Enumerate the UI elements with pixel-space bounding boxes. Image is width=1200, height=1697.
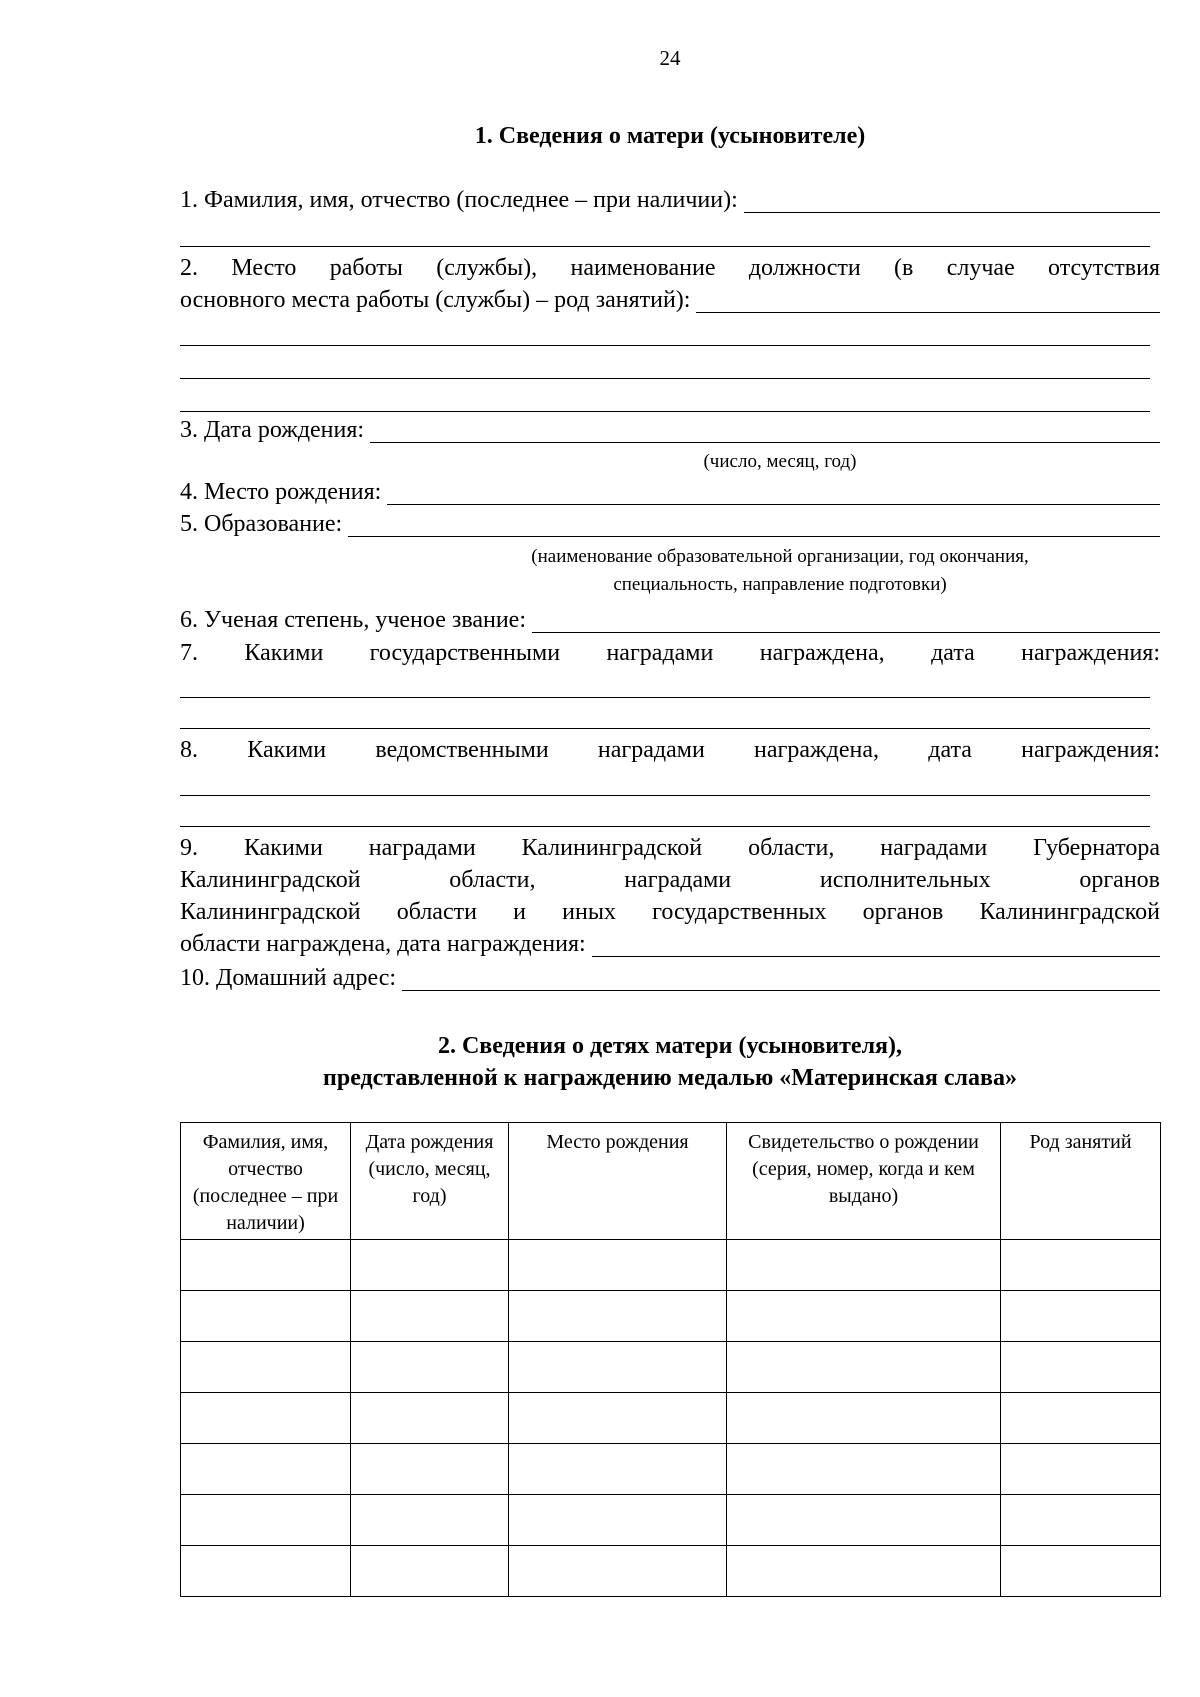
regional-awards-label-1: 9. Какими наградами Калининградской области, наградами Губернатора [180, 835, 1160, 861]
table-cell[interactable] [1001, 1342, 1161, 1393]
table-cell[interactable] [351, 1444, 509, 1495]
section-2-title-1: 2. Сведения о детях матери (усыновителя), [437, 1033, 903, 1059]
regional-awards-label-4: области награждена, дата награждения: [180, 931, 586, 957]
table-cell[interactable] [509, 1240, 727, 1291]
children-table [180, 1122, 1161, 1597]
table-cell[interactable] [351, 1495, 509, 1546]
table-cell[interactable] [727, 1240, 1001, 1291]
regional-awards-label-3: Калининградской области и иных государственных органов Калининградской [180, 899, 1160, 925]
table-cell[interactable] [509, 1342, 727, 1393]
table-cell[interactable] [509, 1546, 727, 1597]
home-address-input-line[interactable] [402, 990, 1160, 991]
full-name-extra-line[interactable] [180, 246, 1150, 247]
education-input-line[interactable] [348, 536, 1160, 537]
home-address-field [180, 962, 1160, 994]
state-awards-line-2[interactable] [180, 728, 1150, 729]
table-cell[interactable] [351, 1240, 509, 1291]
state-awards-label: 7. Какими государственными наградами награждена, дата награждения: [180, 640, 1160, 666]
home-address-label: 10. Домашний адрес: [180, 965, 397, 991]
table-cell[interactable] [1001, 1495, 1161, 1546]
degree-label: 6. Ученая степень, ученое звание: [180, 607, 526, 633]
table-cell[interactable] [727, 1291, 1001, 1342]
table-row [181, 1291, 1161, 1342]
birth-date-input-line[interactable] [370, 442, 1160, 443]
workplace-label-line2: основного места работы (службы) – род занятий): [180, 287, 691, 313]
regional-awards-input-line[interactable] [592, 956, 1160, 957]
table-header-row [181, 1123, 1161, 1240]
col-header-name: Фамилия, имя, отчество (последнее – при наличии) [181, 1123, 351, 1240]
table-cell[interactable] [1001, 1240, 1161, 1291]
table-cell[interactable] [727, 1444, 1001, 1495]
departmental-awards-line-2[interactable] [180, 826, 1150, 827]
table-cell[interactable] [181, 1546, 351, 1597]
table-cell[interactable] [181, 1444, 351, 1495]
education-field [180, 508, 1160, 540]
table-cell[interactable] [1001, 1444, 1161, 1495]
state-awards-line-1[interactable] [180, 697, 1150, 698]
table-cell[interactable] [181, 1240, 351, 1291]
birth-date-hint: (число, месяц, год) [703, 451, 857, 472]
birth-place-label: 4. Место рождения: [180, 479, 382, 505]
departmental-awards-line-1[interactable] [180, 795, 1150, 796]
table-cell[interactable] [351, 1342, 509, 1393]
workplace-field [180, 284, 1160, 316]
table-cell[interactable] [351, 1546, 509, 1597]
birth-place-input-line[interactable] [387, 504, 1160, 505]
departmental-awards-label: 8. Какими ведомственными наградами награждена, дата награждения: [180, 737, 1160, 763]
education-hint-2: специальность, направление подготовки) [613, 574, 947, 595]
table-row [181, 1342, 1161, 1393]
education-hint-1: (наименование образовательной организации, год окончания, [531, 546, 1029, 567]
education-label: 5. Образование: [180, 511, 343, 537]
table-cell[interactable] [351, 1291, 509, 1342]
table-row [181, 1393, 1161, 1444]
table-row [181, 1495, 1161, 1546]
full-name-label: 1. Фамилия, имя, отчество (последнее – при наличии): [180, 187, 738, 213]
degree-field [180, 604, 1160, 636]
col-header-birth-place: Место рождения [509, 1123, 727, 1240]
full-name-field [180, 184, 1160, 216]
col-header-birth-date: Дата рождения (число, месяц, год) [351, 1123, 509, 1240]
workplace-extra-line-1[interactable] [180, 345, 1150, 346]
workplace-extra-line-3[interactable] [180, 411, 1150, 412]
col-header-certificate: Свидетельство о рождении (серия, номер, когда и кем выдано) [727, 1123, 1001, 1240]
table-cell[interactable] [509, 1291, 727, 1342]
table-cell[interactable] [727, 1495, 1001, 1546]
table-cell[interactable] [1001, 1393, 1161, 1444]
birth-date-label: 3. Дата рождения: [180, 417, 365, 443]
table-row [181, 1240, 1161, 1291]
workplace-input-line[interactable] [696, 312, 1160, 313]
table-cell[interactable] [727, 1393, 1001, 1444]
table-cell[interactable] [1001, 1291, 1161, 1342]
regional-awards-field [180, 928, 1160, 960]
page-number: 24 [659, 46, 681, 70]
table-cell[interactable] [181, 1393, 351, 1444]
full-name-input-line[interactable] [744, 212, 1160, 213]
table-cell[interactable] [181, 1495, 351, 1546]
regional-awards-label-2: Калининградской области, наградами исполнительных органов [180, 867, 1160, 893]
table-cell[interactable] [509, 1444, 727, 1495]
table-row [181, 1546, 1161, 1597]
table-cell[interactable] [727, 1546, 1001, 1597]
table-cell[interactable] [509, 1495, 727, 1546]
birth-place-field [180, 476, 1160, 508]
table-row [181, 1444, 1161, 1495]
table-cell[interactable] [1001, 1546, 1161, 1597]
table-cell[interactable] [727, 1342, 1001, 1393]
birth-date-field [180, 414, 1160, 446]
table-cell[interactable] [181, 1291, 351, 1342]
table-cell[interactable] [181, 1342, 351, 1393]
section-1-title: 1. Сведения о матери (усыновителе) [474, 123, 866, 149]
workplace-extra-line-2[interactable] [180, 378, 1150, 379]
table-cell[interactable] [509, 1393, 727, 1444]
workplace-label-line1: 2. Место работы (службы), наименование должности (в случае отсутствия [180, 255, 1160, 281]
table-cell[interactable] [351, 1393, 509, 1444]
col-header-occupation: Род занятий [1001, 1123, 1161, 1240]
section-2-title-2: представленной к награждению медалью «Материнская слава» [323, 1065, 1017, 1091]
degree-input-line[interactable] [532, 632, 1160, 633]
